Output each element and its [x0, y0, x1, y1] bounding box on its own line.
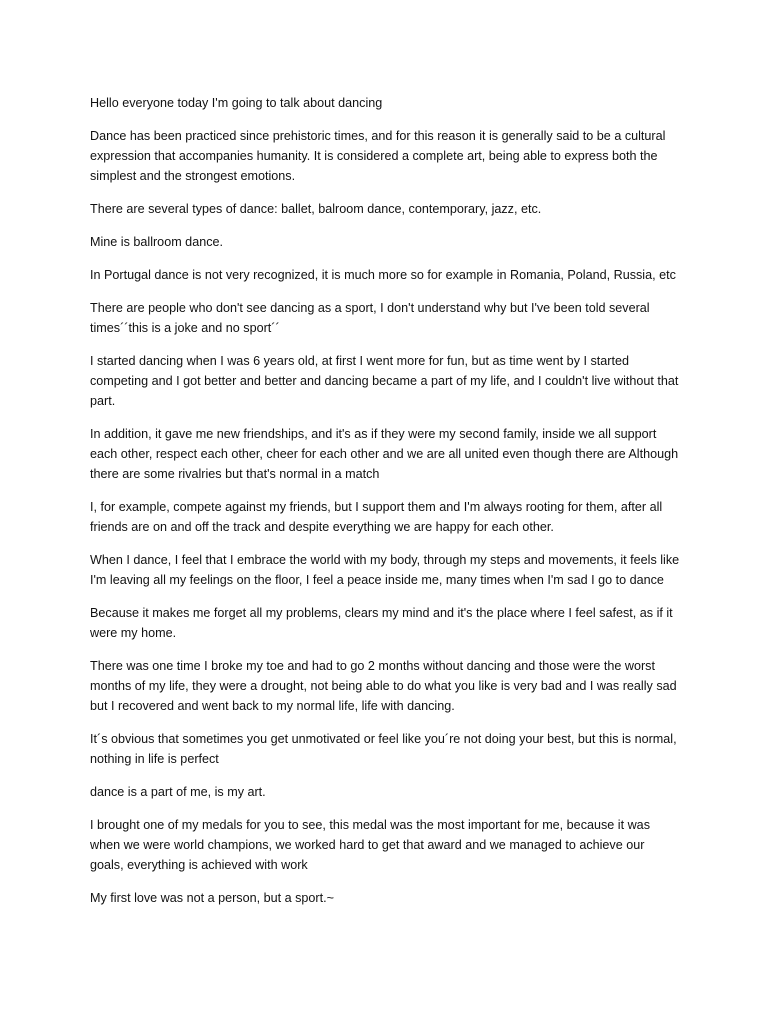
paragraph-types: There are several types of dance: ballet, balroom dance, contemporary, jazz, etc.: [90, 202, 542, 216]
document-body: [90, 93, 680, 921]
paragraph-medal: I brought one of my medals for you to see, this medal was the most important for me, because it was when we were world champions, we worked hard to get that award and we managed to achieve our goals, everything is achieved with work: [90, 818, 650, 872]
paragraph-started: I started dancing when I was 6 years old, at first I went more for fun, but as time went by I started competing and I got better and better and dancing became a part of my life, and I couldn't live without that part.: [90, 354, 679, 408]
paragraph-motivation: It´s obvious that sometimes you get unmotivated or feel like you´re not doing your best, but this is normal, nothing in life is perfect: [90, 732, 677, 766]
paragraph-art: dance is a part of me, is my art.: [90, 785, 266, 799]
paragraph-portugal: In Portugal dance is not very recognized, it is much more so for example in Romania, Poland, Russia, etc: [90, 268, 676, 282]
paragraph-compete: I, for example, compete against my friends, but I support them and I'm always rooting for them, after all friends are on and off the track and despite everything we are happy for each other.: [90, 500, 663, 534]
paragraph-feelings: When I dance, I feel that I embrace the world with my body, through my steps and movements, it feels like I'm leaving all my feelings on the floor, I feel a peace inside me, many times when I'm sad I go to dance: [90, 553, 680, 587]
paragraph-mine: Mine is ballroom dance.: [90, 235, 223, 249]
paragraph-home: Because it makes me forget all my problems, clears my mind and it's the place where I feel safest, as if it were my home.: [90, 606, 673, 640]
paragraph-injury: There was one time I broke my toe and had to go 2 months without dancing and those were the worst months of my life, they were a drought, not being able to do what you like is very bad and I was really sad but I recovered and went back to my normal life, life with dancing.: [90, 659, 677, 713]
paragraph-history: Dance has been practiced since prehistoric times, and for this reason it is generally said to be a cultural expression that accompanies humanity. It is considered a complete art, being able to express both the simplest and the strongest emotions.: [90, 129, 666, 183]
paragraph-first-love: My first love was not a person, but a sport.~: [90, 891, 334, 905]
paragraph-friendships: In addition, it gave me new friendships, and it's as if they were my second family, inside we all support each other, respect each other, cheer for each other and we are all united even though there are Although there are some rivalries but that's normal in a match: [90, 427, 679, 481]
paragraph-intro: Hello everyone today I'm going to talk about dancing: [90, 96, 383, 110]
paragraph-sport: There are people who don't see dancing as a sport, I don't understand why but I've been told several times´´this is a joke and no sport´´: [90, 301, 650, 335]
